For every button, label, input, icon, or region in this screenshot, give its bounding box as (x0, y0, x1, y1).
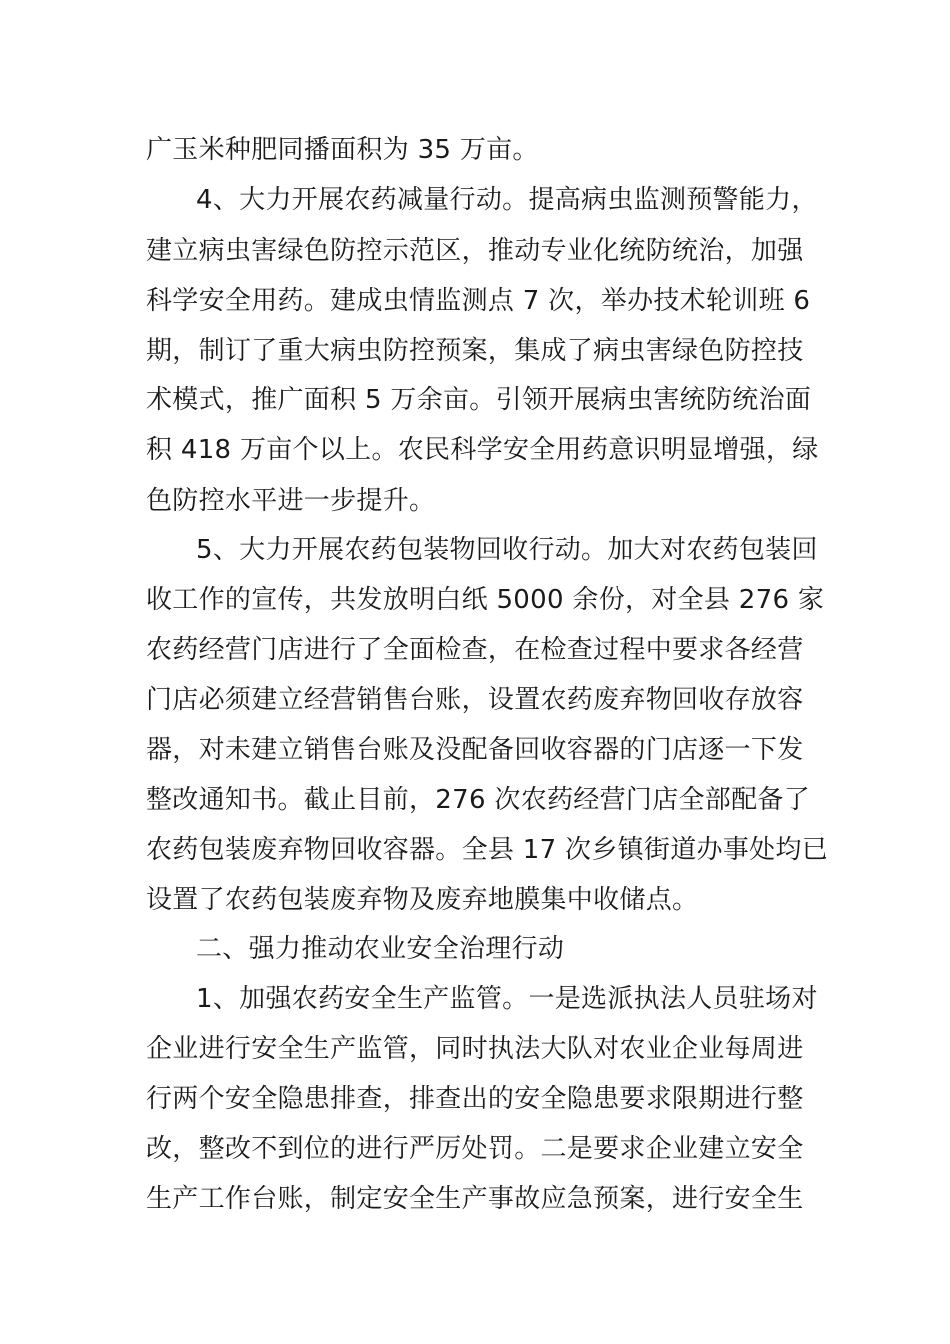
text-line: 科学安全用药。建成虫情监测点 7 次，举办技术轮训班 6 (146, 286, 811, 316)
text-line: 期，制订了重大病虫防控预案，集成了病虫害绿色防控技 (146, 336, 804, 366)
text-line: 建立病虫害绿色防控示范区，推动专业化统防统治，加强 (146, 236, 804, 266)
paragraph-heading-5: 5、大力开展农药包装物回收行动。加大对农药包装回 (196, 535, 818, 565)
text-line: 农药经营门店进行了全面检查，在检查过程中要求各经营 (146, 635, 804, 665)
text-line: 收工作的宣传，共发放明白纸 5000 余份，对全县 276 家 (146, 585, 825, 615)
text-line: 色防控水平进一步提升。 (146, 486, 436, 516)
text-line: 行两个安全隐患排查，排查出的安全隐患要求限期进行整 (146, 1084, 804, 1114)
text-line: 术模式，推广面积 5 万余亩。引领开展病虫害统防统治面 (146, 385, 812, 415)
text-line: 农药包装废弃物回收容器。全县 17 次乡镇街道办事处均已 (146, 835, 829, 865)
text-line: 器，对未建立销售台账及没配备回收容器的门店逐一下发 (146, 735, 804, 765)
text-line: 门店必须建立经营销售台账，设置农药废弃物回收存放容 (146, 685, 804, 715)
text-line: 设置了农药包装废弃物及废弃地膜集中收储点。 (146, 885, 699, 915)
paragraph-heading-1: 1、加强农药安全生产监管。一是选派执法人员驻场对 (196, 984, 818, 1014)
text-line: 企业进行安全生产监管，同时执法大队对农业企业每周进 (146, 1034, 804, 1064)
section-heading: 二、强力推动农业安全治理行动 (196, 934, 565, 964)
text-line: 广玉米种肥同播面积为 35 万亩。 (146, 135, 539, 165)
text-line: 整改通知书。截止目前，276 次农药经营门店全部配备了 (146, 785, 810, 815)
paragraph-heading-4: 4、大力开展农药减量行动。提高病虫监测预警能力， (196, 185, 818, 215)
text-line: 生产工作台账，制定安全生产事故应急预案，进行安全生 (146, 1184, 804, 1214)
text-line: 积 418 万亩个以上。农民科学安全用药意识明显增强，绿 (146, 435, 819, 465)
text-line: 改，整改不到位的进行严厉处罚。二是要求企业建立安全 (146, 1134, 804, 1164)
